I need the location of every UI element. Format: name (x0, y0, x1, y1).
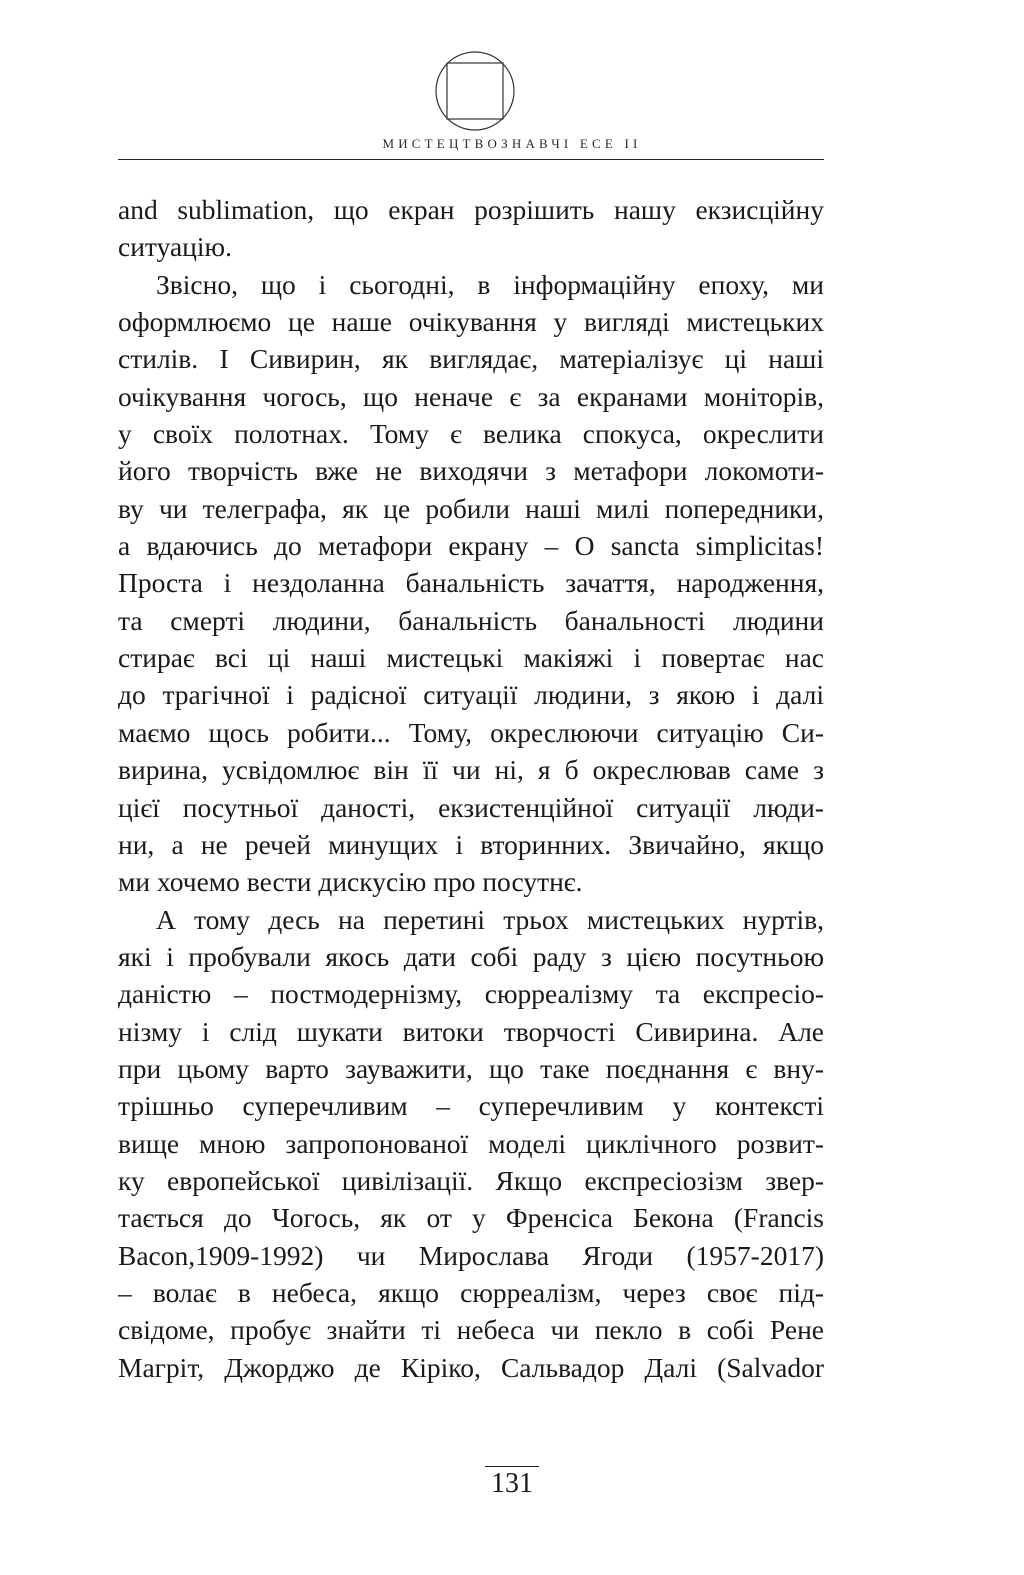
text-line: та смерті людини, банальність банальності людини (118, 604, 824, 636)
text-line: Магріт, Джорджо де Кіріко, Сальвадор Далі (Salvador (118, 1351, 824, 1383)
text-line: цієї посутньої даності, екзистенційної ситуації люди- (118, 791, 824, 823)
text-line: А тому десь на перетині трьох мистецьких нуртів, (156, 903, 824, 935)
text-line: даністю – постмодернізму, сюрреалізму та експресіо- (118, 978, 824, 1010)
text-line: нізму і слід шукати витоки творчості Сивирина. Але (118, 1015, 824, 1047)
text-line: стирає всі ці наші мистецькі макіяжі і повертає нас (118, 642, 824, 674)
text-line: трішньо суперечливим – суперечливим у контексті (118, 1090, 824, 1122)
text-line: тається до Чогось, як от у Френсіса Бекона (Francis (118, 1202, 824, 1234)
text-line: Bacon,1909-1992) чи Мирослава Ягоди (1957-2017) (118, 1239, 824, 1271)
text-line: у своїх полотнах. Тому є велика спокуса, окреслити (118, 418, 824, 450)
text-line: Звісно, що і сьогодні, в інформаційну епоху, ми (156, 268, 824, 300)
header-rule (118, 159, 824, 160)
text-line: оформлюємо це наше очікування у вигляді мистецьких (118, 306, 824, 338)
text-line: Проста і нездоланна банальність зачаття, народження, (118, 567, 824, 599)
text-line: вище мною запропонованої моделі циклічного розвит- (118, 1127, 824, 1159)
page-number: 131 (485, 1466, 539, 1503)
text-line: які і пробували якось дати собі раду з цією посутньою (118, 940, 824, 972)
text-line: а вдаючись до метафори екрану – O sancta simplicitas! (118, 530, 824, 562)
text-line: ку европейської цивілізації. Якщо експресіозізм звер- (118, 1164, 824, 1196)
text-line: при цьому варто зауважити, що таке поєднання є вну- (118, 1052, 824, 1084)
text-line: свідоме, пробує знайти ті небеса чи пекло в собі Рене (118, 1314, 824, 1346)
text-line: очікування чогось, що неначе є за екранами моніторів, (118, 380, 824, 412)
text-line: до трагічної і радісної ситуації людини, з якою і далі (118, 679, 824, 711)
text-line: and sublimation, що екран розрішить нашу екзисційну (118, 194, 824, 225)
circle-square-emblem-icon (434, 50, 516, 132)
body-text (118, 191, 824, 1386)
text-line: ситуацію. (118, 231, 232, 263)
text-line: – волає в небеса, якщо сюрреалізм, через своє під- (118, 1276, 824, 1308)
text-line: вирина, усвідомлює він її чи ні, я б окреслював саме з (118, 754, 824, 786)
text-line: маємо щось робити... Тому, окреслюючи ситуацію Си- (118, 716, 824, 748)
text-line: ми хочемо вести дискусію про посутнє. (118, 866, 583, 898)
page-number-block (0, 1466, 1024, 1503)
text-line: стилів. І Сивирин, як виглядає, матеріалізує ці наші (118, 343, 824, 375)
text-line: його творчість вже не виходячи з метафори локомоти- (118, 455, 824, 487)
running-head: МИСТЕЦТВОЗНАВЧІ ЕСЕ ІІ (382, 136, 642, 151)
text-line: ни, а не речей минущих і вторинних. Звичайно, якщо (118, 828, 824, 860)
text-line: ву чи телеграфа, як це робили наші милі попередники, (118, 492, 824, 524)
